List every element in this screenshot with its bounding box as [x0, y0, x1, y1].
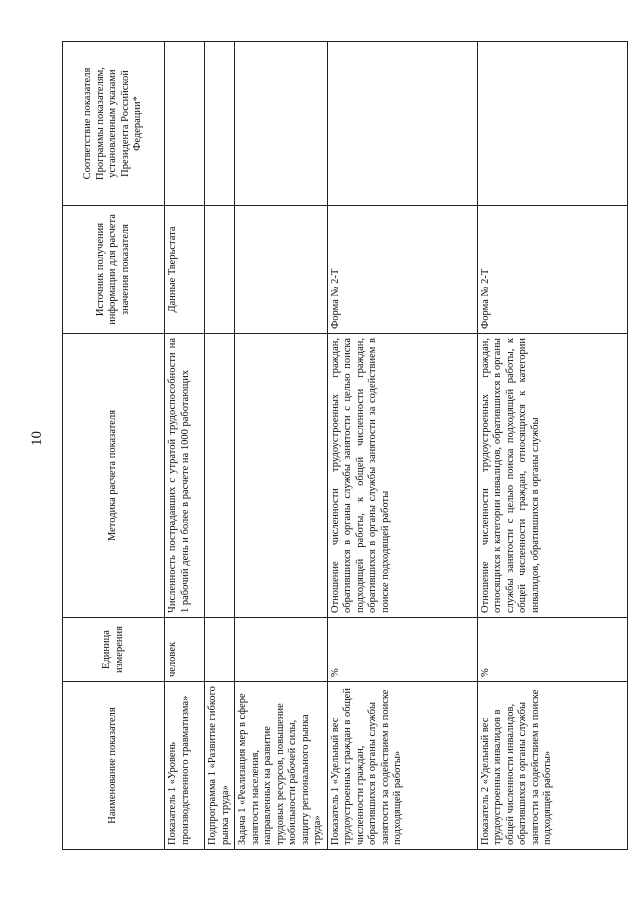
cell-unit: %: [477, 618, 627, 682]
cell-source: [235, 206, 328, 334]
table-row: [235, 42, 328, 850]
cell-source: Данные Тверьстата: [165, 206, 205, 334]
cell-compliance: [477, 42, 627, 206]
cell-name: Показатель 1 «Удельный вес трудоустроенных граждан в общей численности граждан, обратившихся в органы службы занятости за содействием в поиске подходящей работы»: [327, 682, 477, 850]
table-row: [327, 42, 477, 850]
header-method: Методика расчета показателя: [63, 334, 165, 618]
rotated-table-area: [62, 42, 578, 850]
page-number: 10: [29, 431, 45, 446]
table-row: [205, 42, 235, 850]
cell-name: Показатель 1 «Уровень производственного травматизма»: [165, 682, 205, 850]
cell-compliance: [235, 42, 328, 206]
cell-name: Подпрограмма 1 «Развитие гибкого рынка труда»: [205, 682, 235, 850]
cell-name: Задача 1 «Реализация мер в сфере занятости населения, направленных на развитие трудовых ресурсов, повышение мобильности рабочей силы, защиту регионального рынка труда»: [235, 682, 328, 850]
cell-source: Форма № 2-Т: [327, 206, 477, 334]
cell-method: [205, 334, 235, 618]
cell-source: [205, 206, 235, 334]
header-compliance: Соответствие показателя Программы показателям, установленным указами Президента Российской Федерации*: [63, 42, 165, 206]
table-header-row: [63, 42, 165, 850]
table-row: [477, 42, 627, 850]
cell-name: Показатель 2 «Удельный вес трудоустроенных инвалидов в общей численности инвалидов, обратившихся в органы службы занятости за содействием в поиске подходящей работы»: [477, 682, 627, 850]
header-name: Наименование показателя: [63, 682, 165, 850]
cell-source: Форма № 2-Т: [477, 206, 627, 334]
cell-unit: человек: [165, 618, 205, 682]
indicators-table: [62, 41, 628, 850]
cell-method: Отношение численности трудоустроенных граждан, относящихся к категории инвалидов, обратившихся в органы службы занятости с целью поиска подходящей работы, к общей численности граждан, относящихся к категории инвалидов, обратившихся в органы службы: [477, 334, 627, 618]
cell-unit: [205, 618, 235, 682]
cell-method: Численность пострадавших с утратой трудоспособности на 1 рабочий день и более в расчете на 1000 работающих: [165, 334, 205, 618]
header-source: Источник получения информации для расчета значения показателя: [63, 206, 165, 334]
cell-unit: [235, 618, 328, 682]
cell-method: [235, 334, 328, 618]
table-row: [165, 42, 205, 850]
cell-unit: %: [327, 618, 477, 682]
cell-compliance: [165, 42, 205, 206]
cell-method: Отношение численности трудоустроенных граждан, обратившихся в органы службы занятости с целью поиска подходящей работы, к общей численности граждан, обратившихся в органы службы занятости за содействием в поиске подходящей работы: [327, 334, 477, 618]
header-unit: Единица измерения: [63, 618, 165, 682]
cell-compliance: [205, 42, 235, 206]
cell-compliance: [327, 42, 477, 206]
